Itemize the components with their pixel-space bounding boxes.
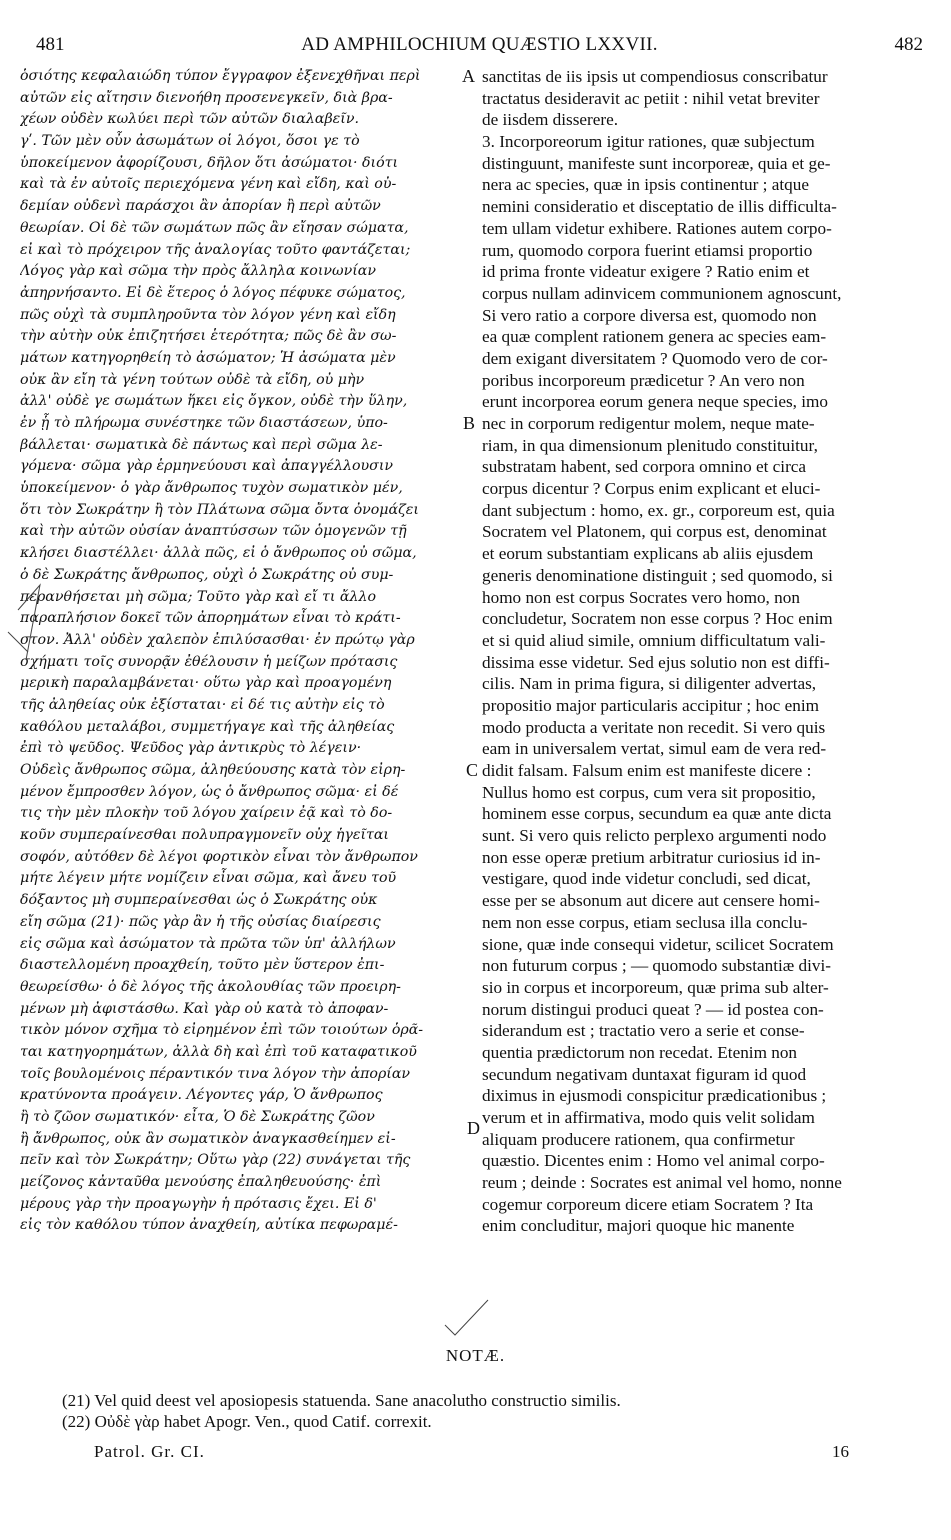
latin-text-line: Nullus homo est corpus, cum vera sit propositio,	[482, 782, 816, 802]
latin-text-line: sione, quæ inde consequi videtur, scilicet Socratem	[482, 934, 834, 954]
latin-text-line: nera ac species, quæ in ipsis continentur ; atque	[482, 175, 809, 195]
greek-text-line: εἰς τὸν καθόλου τύπον ἀναχθείη, αὐτίκα πεφωραμέ-	[20, 1217, 398, 1234]
footnote-21: (21) Vel quid deest vel aposiopesis statuenda. Sane anacolutho constructio similis.	[62, 1391, 621, 1410]
latin-text-line: de iisdem disserere.	[482, 110, 619, 130]
latin-text-line: dem exigant diversitatem ? Quomodo vero de cor-	[482, 348, 828, 368]
greek-text-line: Λόγος γὰρ καὶ σῶμα τὴν πρὸς ἄλληλα κοινωνίαν	[20, 263, 376, 280]
latin-text-line: poribus incorporeum prædicetur ? An vero non	[482, 370, 805, 390]
latin-text-line: ea quæ complent rationem genera ac species eam-	[482, 327, 827, 347]
margin-marker-b: B	[463, 413, 476, 433]
latin-text-line: cogemur corporeum dicere etiam Socratem ? Ita	[482, 1194, 814, 1214]
latin-text-line: modo producta a veritate non recedit. Si vero quis	[482, 717, 826, 737]
greek-text-line: τὴν αὐτὴν οὐκ ἐπιζητήσει ἑτερότητα; πῶς δὲ ἂν σω-	[20, 328, 397, 345]
greek-text-line: μένον ἔμπροσθεν λόγον, ὡς ὁ ἄνθρωπος σῶμα· εἰ δέ	[20, 783, 399, 800]
greek-text-line: καὶ τὰ ἐν αὐτοῖς περιεχόμενα γένη καὶ εἴδη, καὶ οὐ-	[20, 176, 397, 193]
greek-text-line: ὑποκείμενον ἀφορίζουσι, δῆλον ὅτι ἀσώματοι· διότι	[20, 154, 399, 171]
latin-text-line: nec in corporum redigentur molem, neque mate-	[482, 414, 815, 433]
latin-text-line: erunt incorporea eorum genera neque species, imo	[482, 392, 828, 412]
greek-text-line: ἀλλ' οὐδὲ γε σωμάτων ἥκει εἰς ὄγκον, οὐδὲ τὴν ὕλην,	[20, 393, 408, 410]
latin-text-line: sanctitas de iis ipsis ut compendiosus conscribatur	[482, 67, 828, 86]
greek-text-line: θεωρίαν. Οἱ δὲ τῶν σωμάτων πῶς ἂν εἴησαν σώματα,	[20, 219, 409, 236]
greek-text-line: χέων οὐδὲν κωλύει περὶ τῶν αὐτῶν διαλαβεῖν.	[20, 111, 359, 128]
latin-text-line: dant subjectum : homo, ex. gr., corporeum est, quia	[482, 500, 835, 520]
greek-text-line: κρατύνοντα προάγειν. Λέγοντες γάρ, Ὁ ἄνθρωπος	[20, 1087, 383, 1104]
footer-volume: Patrol. Gr. CI.	[94, 1442, 205, 1461]
greek-text-line: τοῖς βουλομένοις πέραντικόν τινα λόγον τὴν ἀπορίαν	[20, 1065, 411, 1082]
latin-text-line: et si quid aliud simile, omnium difficultatum vali-	[482, 630, 826, 650]
running-title: AD AMPHILOCHIUM QUÆSTIO LXXVII.	[301, 34, 658, 55]
latin-text-line: aliquam producere rationem, qua confirmetur	[482, 1129, 795, 1149]
latin-text-line: id prima fronte videatur exigere ? Ratio enim et	[482, 262, 810, 282]
latin-text-line: riam, in qua dimensionum plenitudo constituitur,	[482, 435, 818, 455]
margin-marker-d: D	[467, 1118, 480, 1138]
greek-text-line: τῆς ἀληθείας οὐκ ἐξίσταται· εἰ δέ τις αὐτὴν εἰς τὸ	[20, 696, 385, 713]
latin-text-line: corpus dicentur ? Corpus enim explicant et eluci-	[482, 479, 821, 499]
greek-text-line: σοφόν, αὐτόθεν δὲ λέγοι φορτικὸν εἶναι τὸν ἄνθρωπον	[20, 848, 418, 865]
footer-signature: 16	[832, 1442, 849, 1461]
greek-text-line: ἢ ἄνθρωπος, οὐκ ἂν σωματικὸν ἀναγκασθείημεν εἰ-	[20, 1130, 396, 1147]
greek-text-line: γʹ. Τῶν μὲν οὖν ἀσωμάτων οἱ λόγοι, ὅσοι γε τὸ	[20, 133, 360, 150]
latin-text-line: secundum negativam duntaxat figuram id quod	[482, 1064, 807, 1084]
greek-text-line: καὶ τὴν αὐτῶν οὐσίαν ἀναπτύσσων τῶν ὁμογενῶν τῇ	[20, 523, 407, 540]
footnotes	[62, 1390, 922, 1432]
latin-text-line: 3. Incorporeorum igitur rationes, quæ subjectum	[482, 132, 815, 152]
greek-text-line: ἐν ᾗ τὸ πλήρωμα συνέστηκε τῶν διαστάσεων, ὑπο-	[20, 415, 388, 431]
greek-text-line: θεωρείσθω· ὁ δὲ λόγος τῆς ἀκολουθίας τῶν προειρη-	[20, 978, 401, 995]
greek-text-line: Οὐδεὶς ἄνθρωπος σῶμα, ἀληθεύουσης κατὰ τὸν εἰρη-	[20, 762, 406, 778]
greek-text-line: γόμενα· σῶμα γὰρ ἑρμηνεύουσι καὶ ἀπαγγέλλουσιν	[20, 458, 394, 475]
latin-text-line: tem ullam videtur exhibere. Rationes autem corpo-	[482, 218, 832, 238]
margin-marker-a: A	[462, 66, 475, 86]
latin-text-line: siderandum est ; tractatio vero a serie et conse-	[482, 1021, 805, 1041]
latin-text-line: concludetur, Socratem non esse corpus ? Hoc enim	[482, 609, 833, 629]
margin-marker-c: C	[466, 760, 479, 780]
greek-text-line: εἰ καὶ τὸ πρόχειρον τῆς ἀναλογίας τοῦτο φαντάζεται;	[20, 241, 411, 258]
greek-text-line: ὁσιότης κεφαλαιώδη τύπον ἔγγραφον ἐξενεχθῆναι περὶ	[20, 68, 421, 84]
latin-text-line: didit falsam. Falsum enim est manifeste dicere :	[482, 761, 812, 780]
latin-text-line: Si vero ratio a corpore diversa est, quomodo non	[482, 305, 817, 325]
latin-text-line: sunt. Si vero quis relicto perplexo argumenti nodo	[482, 826, 827, 846]
latin-text-line: corpus nullam adinvicem communionem agnoscunt,	[482, 283, 842, 303]
greek-text-line: ὑποκείμενον· ὁ γὰρ ἄνθρωπος τυχὸν σωματικὸν μέν,	[20, 480, 403, 497]
latin-text-line: quentia prædictorum non recedat. Etenim non	[482, 1042, 798, 1062]
greek-text-line: εἰς σῶμα καὶ ἀσώματον τὰ πρῶτα τῶν ὑπ' ἀλλήλων	[20, 935, 396, 952]
latin-text-line: norum distingui produci queat ? — id postea con-	[482, 999, 824, 1019]
latin-text-line: cilis. Nam in prima figura, si diligenter advertas,	[482, 674, 817, 694]
latin-text-line: sio in corpus et incorporeum, quæ prima sub alter-	[482, 977, 829, 997]
greek-text-line: καθόλου μεταλάβοι, συμμετήγαγε καὶ τῆς ἀληθείας	[20, 718, 395, 735]
latin-text-line: vestigare, quod inde videtur concludi, sed dicat,	[482, 869, 811, 889]
latin-text-line: hominem esse corpus, secundum ea quæ ante dicta	[482, 804, 832, 824]
page-number-left: 481	[36, 34, 65, 55]
greek-text-line: οὐκ ἂν εἴη τὰ γένη τούτων οὐδὲ τὰ εἴδη, οὐ μὴν	[20, 371, 365, 388]
latin-text-line: homo non est corpus Socrates vero homo, non	[482, 587, 800, 607]
latin-text-line: enim concluditur, majori quoque hic manente	[482, 1216, 795, 1236]
greek-text-line: παραπλήσιον δοκεῖ τῶν ἀπορημάτων εἶναι τὸ κράτι-	[20, 610, 401, 627]
latin-text-line: nemini consideratio et disceptatio de illis difficulta-	[482, 197, 837, 217]
greek-text-line: ἀπηρνήσαντο. Εἰ δὲ ἕτερος ὁ λόγος πέφυκε σώματος,	[20, 284, 406, 301]
greek-text-line: ὁ δὲ Σωκράτης ἄνθρωπος, οὐχὶ ὁ Σωκράτης οὐ συμ-	[20, 566, 394, 583]
greek-text-line: μένων μὴ ἀφιστάσθω. Καὶ γὰρ οὐ κατὰ τὸ ἀποφαν-	[20, 1000, 389, 1017]
greek-text-line: πεῖν καὶ τὸν Σωκράτην; Οὕτω γὰρ (22) συνάγεται τῆς	[20, 1152, 411, 1169]
latin-text-line: et eorum substantiam explicans ab aliis ejusdem	[482, 544, 814, 564]
latin-text-line: diximus in ejusmodi conspicitur prædicationibus ;	[482, 1086, 827, 1106]
greek-text-line: μάτων κατηγορηθείη τὸ ἀσώματον; Ἡ ἀσώματα μὲν	[20, 349, 396, 366]
footnote-22: (22) Οὐδὲ γὰρ habet Apogr. Ven., quod Catif. correxit.	[62, 1412, 432, 1431]
greek-text-line: μέρους γὰρ τὴν προαγωγὴν ἡ πρότασις ἔχει. Εἰ δ'	[20, 1195, 377, 1212]
latin-text-line: Socratem vel Platonem, qui corpus est, denominat	[482, 522, 827, 542]
greek-text-line: μήτε λέγειν μήτε νομίζειν εἶναι σῶμα, καὶ ἄνευ τοῦ	[20, 870, 397, 887]
notes-heading: NOTÆ.	[445, 1346, 506, 1365]
greek-text-line: κλήσει διαστέλλει· ἀλλὰ πῶς, εἰ ὁ ἄνθρωπος οὐ σῶμα,	[20, 545, 417, 562]
greek-text-line: ἢ τὸ ζῶον σωματικόν· εἶτα, Ὁ δὲ Σωκράτης ζῶον	[20, 1109, 375, 1125]
latin-text-line: non esse operæ pretium arbitratur curiosius id in-	[482, 847, 821, 867]
latin-text-line: nem non esse corpus, etiam seclusa illa conclu-	[482, 912, 808, 932]
latin-text-line: reum ; deinde : Socrates est animal vel homo, nonne	[482, 1173, 842, 1193]
greek-text-line: μερικὴ παραλαμβάνεται· οὕτω γὰρ καὶ προαγομένη	[20, 675, 392, 692]
greek-text-line: ἐπὶ τὸ ψεῦδος. Ψεῦδος γὰρ ἀντικρὺς τὸ λέγειν·	[20, 740, 362, 757]
latin-text-line: rum, quomodo corpora fuerint etiamsi proportio	[482, 240, 813, 260]
greek-text-line: αὐτῶν εἰς αἴτησιν διενοήθη προσενεγκεῖν, διὰ βρα-	[20, 89, 393, 106]
latin-text-line: esse per se absonum aut dicere aut censere homi-	[482, 891, 820, 911]
greek-text-line: δόξαντος μὴ συμπεραίνεσθαι ὡς ὁ Σωκράτης οὐκ	[20, 892, 378, 909]
latin-text-line: non futurum corpus ; — quomodo substantiæ divi-	[482, 956, 831, 976]
greek-text-line: μείζονος κἀνταῦθα μενούσης ἐπαληθευούσης· ἐπὶ	[20, 1174, 382, 1191]
latin-text-line: tractatus desideravit ac petiit : nihil vetat breviter	[482, 88, 820, 108]
greek-text-line: δεμίαν οὐδενὶ παράσχοι ἂν ἀπορίαν ἢ περὶ αὐτῶν	[20, 198, 381, 215]
greek-text-line: ται κατηγορημάτων, ἀλλὰ δὴ καὶ ἐπὶ τοῦ καταφατικοῦ	[20, 1043, 417, 1060]
greek-text-line: σχήματι τοῖς συνορᾷν ἐθέλουσιν ἡ μείζων πρότασις	[20, 653, 398, 670]
greek-text-line: στον. Ἀλλ' οὐδὲν χαλεπὸν ἐπιλύσασθαι· ἐν πρώτῳ γὰρ	[20, 631, 415, 648]
greek-text-line: ὅτι τὸν Σωκράτην ἢ τὸν Πλάτωνα σῶμα ὄντα ὀνομάζει	[20, 501, 419, 518]
greek-text-line: τις τὴν μὲν πλοκὴν τοῦ λόγου χαίρειν ἐᾷ καὶ τὸ δο-	[20, 805, 393, 822]
greek-text-line: πῶς οὐχὶ τὰ συμπληροῦντα τὸν λόγον γένη καὶ εἴδη	[20, 306, 396, 323]
latin-text-line: substratam habent, sed corpora omnino et circa	[482, 457, 807, 477]
greek-text-line: κοῦν συμπεραίνεσθαι πολυπραγμονεῖν οὐχ ἡγεῖται	[20, 827, 389, 844]
greek-text-line: βάλλεται· σωματικὰ δὲ πάντως καὶ περὶ σῶμα λε-	[20, 436, 383, 453]
greek-text-line: περανθήσεται μὴ σῶμα; Τοῦτο γὰρ καὶ εἴ τι ἄλλο	[20, 588, 377, 605]
page-number-right: 482	[894, 34, 923, 55]
latin-text-line: propositio major particularis accipitur ; hoc enim	[482, 695, 819, 715]
greek-text-line: τικὸν μόνον σχῆμα τὸ εἰρημένον ἐπὶ τῶν τοιούτων ὁρᾶ-	[20, 1022, 424, 1039]
latin-text-line: quæstio. Dicentes enim : Homo vel animal corpo-	[482, 1151, 825, 1171]
latin-text-line: verum et in affirmativa, modo quis velit solidam	[482, 1108, 815, 1127]
greek-text-line: διαστελλομένη προαχθείη, τοῦτο μὲν ὕστερον ἐπι-	[20, 957, 385, 974]
latin-text-line: eam in universalem vertat, simul eam de vera red-	[482, 739, 827, 759]
greek-text-line: εἴη σῶμα (21)· πῶς γὰρ ἂν ἡ τῆς οὐσίας διαίρεσις	[20, 913, 381, 930]
latin-text-line: dissima esse videtur. Sed ejus solutio non est diffi-	[482, 652, 830, 672]
latin-text-line: generis denominatione distinguit ; sed quomodo, si	[482, 565, 833, 585]
latin-text-line: distinguunt, manifeste sunt incorporeæ, quia et ge-	[482, 153, 831, 173]
